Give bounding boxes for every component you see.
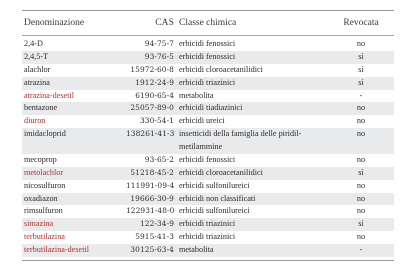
cell-class: erbicidi fenossici [179,51,236,61]
table-header-rule [22,35,394,36]
cell-revoked: sì [358,219,364,229]
header-revoked: Revocata [343,18,379,28]
cell-name: diuron [24,116,46,126]
table-row [22,180,394,193]
cell-name: atrazina [24,77,50,87]
cell-cas: 111991-09-4 [126,180,175,190]
cell-cas: 122-34-9 [139,219,174,229]
table-body [22,38,394,257]
cell-cas: 94-75-7 [144,39,174,48]
cell-name: alachlor [24,64,51,74]
cell-class: erbicidi cloroacetanilidici [179,167,263,177]
table-header [22,11,394,35]
table-bottom-rule [22,260,394,261]
header-cas: CAS [155,18,174,28]
cell-cas: 93-76-5 [144,51,174,61]
cell-class: erbicidi sulfonilureici [179,180,250,190]
cell-cas: 19666-30-9 [130,193,174,203]
cell-class: metabolita [179,90,214,100]
cell-cas: 93-65-2 [144,154,174,164]
cell-revoked: sì [358,51,364,61]
cell-cas: 25057-89-0 [130,103,174,113]
cell-revoked: no [356,39,366,48]
cell-name: nicosulfuron [24,180,66,190]
cell-name: oxadiazon [24,193,58,203]
cell-revoked: no [356,232,366,242]
cell-class: metabolita [179,245,214,255]
cell-name: metolachlor [24,167,64,177]
cell-revoked: no [356,129,366,139]
cell-class: erbicidi sulfonilureici [179,206,250,216]
cell-revoked: - [359,90,363,100]
cell-revoked: no [356,206,366,216]
cell-class: erbicidi non classificati [179,193,256,203]
cell-class: insetticidi della famiglia delle piridil-metilammine [179,129,302,152]
cell-cas: 138261-41-3 [126,129,175,139]
cell-name: simazina [24,219,54,229]
table-row [22,128,394,154]
table-row [22,115,394,128]
cell-revoked: no [356,116,366,126]
cell-name: atrazina-desetil [24,90,75,100]
cell-cas: 6190-65-4 [135,90,174,100]
table-row [22,154,394,167]
cell-revoked: sì [358,64,364,74]
cell-revoked: no [356,103,366,113]
header-name: Denominazione [24,18,85,28]
cell-cas: 51218-45-2 [130,167,174,177]
cell-revoked: no [356,154,366,164]
cell-class: erbicidi triazinici [179,232,236,242]
cell-name: bentazone [24,103,58,113]
cell-revoked: sì [358,77,364,87]
cell-revoked: - [359,245,363,255]
cell-name: rimsulfuron [24,206,63,216]
header-class: Classe chimica [179,18,237,28]
table-row [22,51,394,64]
table-row [22,218,394,231]
table-row [22,90,394,103]
table-row [22,64,394,77]
cell-class: erbicidi triazinici [179,77,236,87]
pesticide-table [22,10,394,261]
cell-cas: 1912-24-9 [135,77,174,87]
cell-class: erbicidi fenossici [179,154,236,164]
cell-cas: 30125-63-4 [130,245,174,255]
cell-cas: 330-54-1 [139,116,174,126]
cell-class: erbicidi ureici [179,116,225,126]
cell-cas: 122931-48-0 [126,206,175,216]
table-row [22,167,394,180]
cell-revoked: sì [358,167,364,177]
table-row [22,244,394,257]
table-row [22,231,394,244]
table-row [22,38,394,51]
table-row [22,205,394,218]
cell-name: terbutilazina-desetil [24,245,90,255]
cell-class: erbicidi cloroacetanilidici [179,64,263,74]
cell-class: erbicidi fenossici [179,39,236,48]
cell-name: imidacloprid [24,129,66,139]
cell-class: erbicidi triazinici [179,219,236,229]
cell-cas: 5915-41-3 [135,232,174,242]
table-row [22,77,394,90]
cell-revoked: no [356,193,366,203]
table-row [22,193,394,206]
cell-revoked: no [356,180,366,190]
cell-name: mecoprop [24,154,57,164]
cell-name: terbutilazina [24,232,65,242]
table-row [22,102,394,115]
cell-name: 2,4,5-T [24,51,49,61]
cell-name: 2,4-D [24,39,43,48]
cell-cas: 15972-60-8 [130,64,174,74]
cell-class: erbicidi tiadiazinici [179,103,243,113]
